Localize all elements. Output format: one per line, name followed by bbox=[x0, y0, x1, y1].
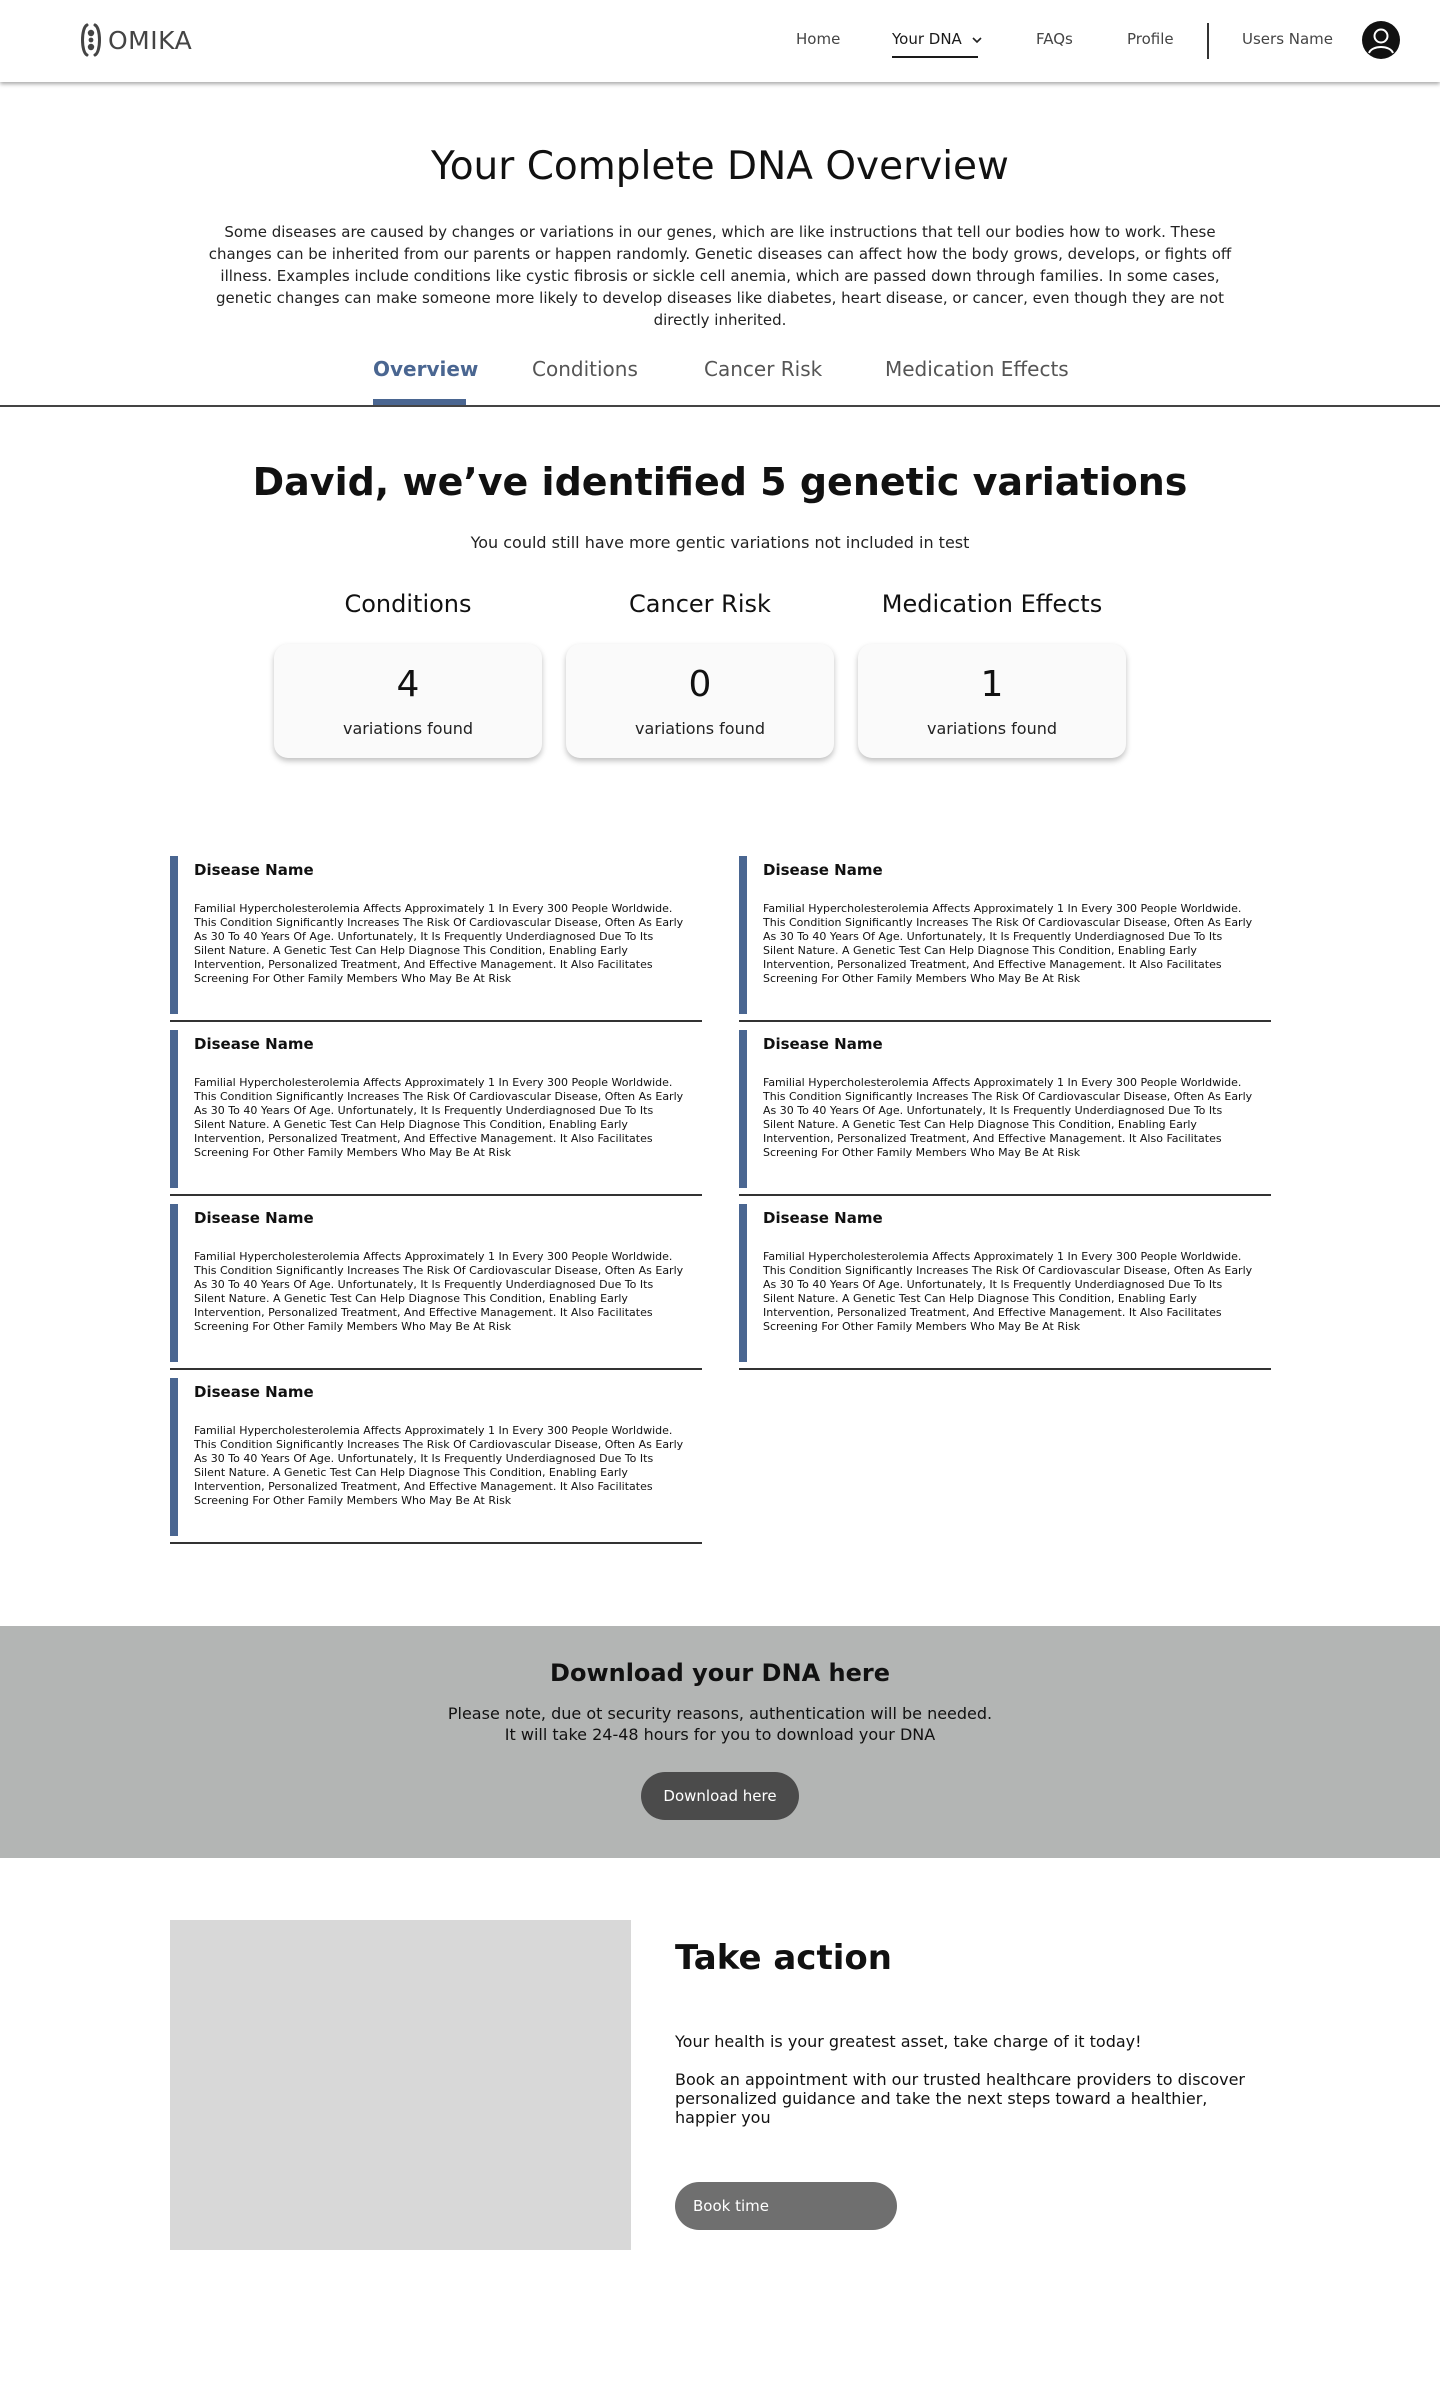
nav-home[interactable]: Home bbox=[796, 30, 841, 48]
disease-card[interactable] bbox=[739, 1030, 1271, 1196]
stat-medication-effects bbox=[858, 590, 1126, 758]
disease-accent-bar bbox=[739, 1030, 747, 1188]
variations-headline bbox=[0, 460, 1440, 504]
download-section bbox=[0, 1626, 1440, 1858]
user-avatar-icon[interactable] bbox=[1361, 20, 1401, 60]
headline-suffix: genetic variations bbox=[786, 460, 1188, 504]
book-time-button[interactable]: Book time bbox=[675, 2182, 897, 2230]
disease-description: Familial Hypercholesterolemia Affects Approximately 1 In Every 300 People Worldwide. This Condition Significantly Increases The Risk Of Cardiovascular Disease, Often As Early As 30 To 40 Years Of Age. Unfortunately, It Is Frequently Underdiagnosed Due To Its Silent Nature. A Genetic Test Can Help Diagnose This Condition, Enabling Early Intervention, Personalized Treatment, And Effective Management. It Also Facilitates Screening For Other Family Members Who May Be At Risk bbox=[194, 1424, 684, 1507]
stat-value: 1 bbox=[980, 664, 1004, 705]
top-navbar bbox=[0, 0, 1440, 82]
action-tagline: Your health is your greatest asset, take charge of it today! bbox=[675, 2032, 1142, 2051]
nav-profile[interactable]: Profile bbox=[1127, 30, 1174, 48]
stat-conditions bbox=[274, 590, 542, 758]
disease-description: Familial Hypercholesterolemia Affects Approximately 1 In Every 300 People Worldwide. This Condition Significantly Increases The Risk Of Cardiovascular Disease, Often As Early As 30 To 40 Years Of Age. Unfortunately, It Is Frequently Underdiagnosed Due To Its Silent Nature. A Genetic Test Can Help Diagnose This Condition, Enabling Early Intervention, Personalized Treatment, And Effective Management. It Also Facilitates Screening For Other Family Members Who May Be At Risk bbox=[194, 902, 684, 985]
disease-name: Disease Name bbox=[194, 861, 314, 879]
variations-subtext: You could still have more gentic variations not included in test bbox=[470, 533, 970, 552]
disease-description: Familial Hypercholesterolemia Affects Approximately 1 In Every 300 People Worldwide. This Condition Significantly Increases The Risk Of Cardiovascular Disease, Often As Early As 30 To 40 Years Of Age. Unfortunately, It Is Frequently Underdiagnosed Due To Its Silent Nature. A Genetic Test Can Help Diagnose This Condition, Enabling Early Intervention, Personalized Treatment, And Effective Management. It Also Facilitates Screening For Other Family Members Who May Be At Risk bbox=[763, 1250, 1253, 1333]
disease-name: Disease Name bbox=[763, 1035, 883, 1053]
action-image-placeholder bbox=[170, 1920, 631, 2250]
stat-cancer-risk bbox=[566, 590, 834, 758]
tabs-divider bbox=[0, 405, 1440, 407]
stat-card[interactable] bbox=[566, 644, 834, 758]
stat-card[interactable] bbox=[858, 644, 1126, 758]
stat-card[interactable] bbox=[274, 644, 542, 758]
headline-prefix: David, we’ve identified bbox=[252, 460, 761, 504]
variation-count: 5 bbox=[760, 460, 787, 504]
disease-card[interactable] bbox=[170, 1030, 702, 1196]
stat-caption: variations found bbox=[634, 719, 766, 738]
omika-logo-icon bbox=[78, 22, 104, 58]
disease-description: Familial Hypercholesterolemia Affects Approximately 1 In Every 300 People Worldwide. This Condition Significantly Increases The Risk Of Cardiovascular Disease, Often As Early As 30 To 40 Years Of Age. Unfortunately, It Is Frequently Underdiagnosed Due To Its Silent Nature. A Genetic Test Can Help Diagnose This Condition, Enabling Early Intervention, Personalized Treatment, And Effective Management. It Also Facilitates Screening For Other Family Members Who May Be At Risk bbox=[194, 1076, 684, 1159]
disease-name: Disease Name bbox=[194, 1035, 314, 1053]
disease-card[interactable] bbox=[739, 856, 1271, 1022]
disease-card[interactable] bbox=[739, 1204, 1271, 1370]
stat-label: Cancer Risk bbox=[629, 590, 771, 618]
download-title: Download your DNA here bbox=[550, 1659, 890, 1687]
action-description: Book an appointment with our trusted healthcare providers to discover personalized guidance and take the next steps toward a healthier, happier you bbox=[675, 2070, 1245, 2127]
disease-name: Disease Name bbox=[763, 861, 883, 879]
nav-divider bbox=[1207, 23, 1209, 59]
stat-value: 4 bbox=[396, 664, 420, 705]
download-note-line1: Please note, due ot security reasons, authentication will be needed. bbox=[447, 1704, 993, 1723]
stat-label: Conditions bbox=[344, 590, 472, 618]
disease-name: Disease Name bbox=[194, 1383, 314, 1401]
tab-conditions[interactable]: Conditions bbox=[532, 357, 638, 381]
disease-card[interactable] bbox=[170, 1378, 702, 1544]
disease-accent-bar bbox=[739, 1204, 747, 1362]
nav-faqs[interactable]: FAQs bbox=[1036, 30, 1073, 48]
tab-cancer-risk[interactable]: Cancer Risk bbox=[704, 357, 823, 381]
disease-accent-bar bbox=[170, 1204, 178, 1362]
disease-description: Familial Hypercholesterolemia Affects Approximately 1 In Every 300 People Worldwide. This Condition Significantly Increases The Risk Of Cardiovascular Disease, Often As Early As 30 To 40 Years Of Age. Unfortunately, It Is Frequently Underdiagnosed Due To Its Silent Nature. A Genetic Test Can Help Diagnose This Condition, Enabling Early Intervention, Personalized Treatment, And Effective Management. It Also Facilitates Screening For Other Family Members Who May Be At Risk bbox=[763, 1076, 1253, 1159]
tab-medication-effects[interactable]: Medication Effects bbox=[885, 357, 1069, 381]
stat-caption: variations found bbox=[926, 719, 1058, 738]
stat-label: Medication Effects bbox=[881, 590, 1103, 618]
disease-accent-bar bbox=[170, 856, 178, 1014]
disease-name: Disease Name bbox=[194, 1209, 314, 1227]
section-tabs bbox=[0, 355, 1440, 407]
nav-your-dna-label: Your DNA bbox=[892, 30, 962, 48]
action-title: Take action bbox=[675, 1938, 892, 1978]
nav-your-dna[interactable] bbox=[892, 30, 983, 48]
disease-description: Familial Hypercholesterolemia Affects Approximately 1 In Every 300 People Worldwide. This Condition Significantly Increases The Risk Of Cardiovascular Disease, Often As Early As 30 To 40 Years Of Age. Unfortunately, It Is Frequently Underdiagnosed Due To Its Silent Nature. A Genetic Test Can Help Diagnose This Condition, Enabling Early Intervention, Personalized Treatment, And Effective Management. It Also Facilitates Screening For Other Family Members Who May Be At Risk bbox=[763, 902, 1253, 985]
download-button[interactable]: Download here bbox=[641, 1772, 799, 1820]
user-name[interactable]: Users Name bbox=[1242, 30, 1334, 48]
disease-card[interactable] bbox=[170, 1204, 702, 1370]
disease-card[interactable] bbox=[170, 856, 702, 1022]
brand-logo[interactable] bbox=[78, 22, 192, 58]
tab-overview[interactable]: Overview bbox=[373, 357, 479, 381]
intro-paragraph: Some diseases are caused by changes or variations in our genes, which are like instructions that tell our bodies how to work. These changes can be inherited from our parents or happen randomly. Genetic diseases can affect how the body grows, develops, or fights off illness. Examples include conditions like cystic fibrosis or sickle cell anemia, which are passed down through families. In some cases, genetic changes can make someone more likely to develop diseases like diabetes, heart disease, or cancer, even though they are not directly inherited. bbox=[208, 223, 1232, 329]
brand-name: OMIKA bbox=[108, 25, 193, 55]
page-title: Your Complete DNA Overview bbox=[431, 144, 1009, 189]
stat-caption: variations found bbox=[342, 719, 474, 738]
disease-description: Familial Hypercholesterolemia Affects Approximately 1 In Every 300 People Worldwide. This Condition Significantly Increases The Risk Of Cardiovascular Disease, Often As Early As 30 To 40 Years Of Age. Unfortunately, It Is Frequently Underdiagnosed Due To Its Silent Nature. A Genetic Test Can Help Diagnose This Condition, Enabling Early Intervention, Personalized Treatment, And Effective Management. It Also Facilitates Screening For Other Family Members Who May Be At Risk bbox=[194, 1250, 684, 1333]
download-note-line2: It will take 24-48 hours for you to download your DNA bbox=[504, 1725, 936, 1744]
disease-accent-bar bbox=[739, 856, 747, 1014]
nav-active-underline bbox=[892, 56, 978, 58]
chevron-down-icon bbox=[971, 35, 983, 45]
disease-accent-bar bbox=[170, 1378, 178, 1536]
stat-value: 0 bbox=[688, 664, 712, 705]
disease-name: Disease Name bbox=[763, 1209, 883, 1227]
disease-accent-bar bbox=[170, 1030, 178, 1188]
